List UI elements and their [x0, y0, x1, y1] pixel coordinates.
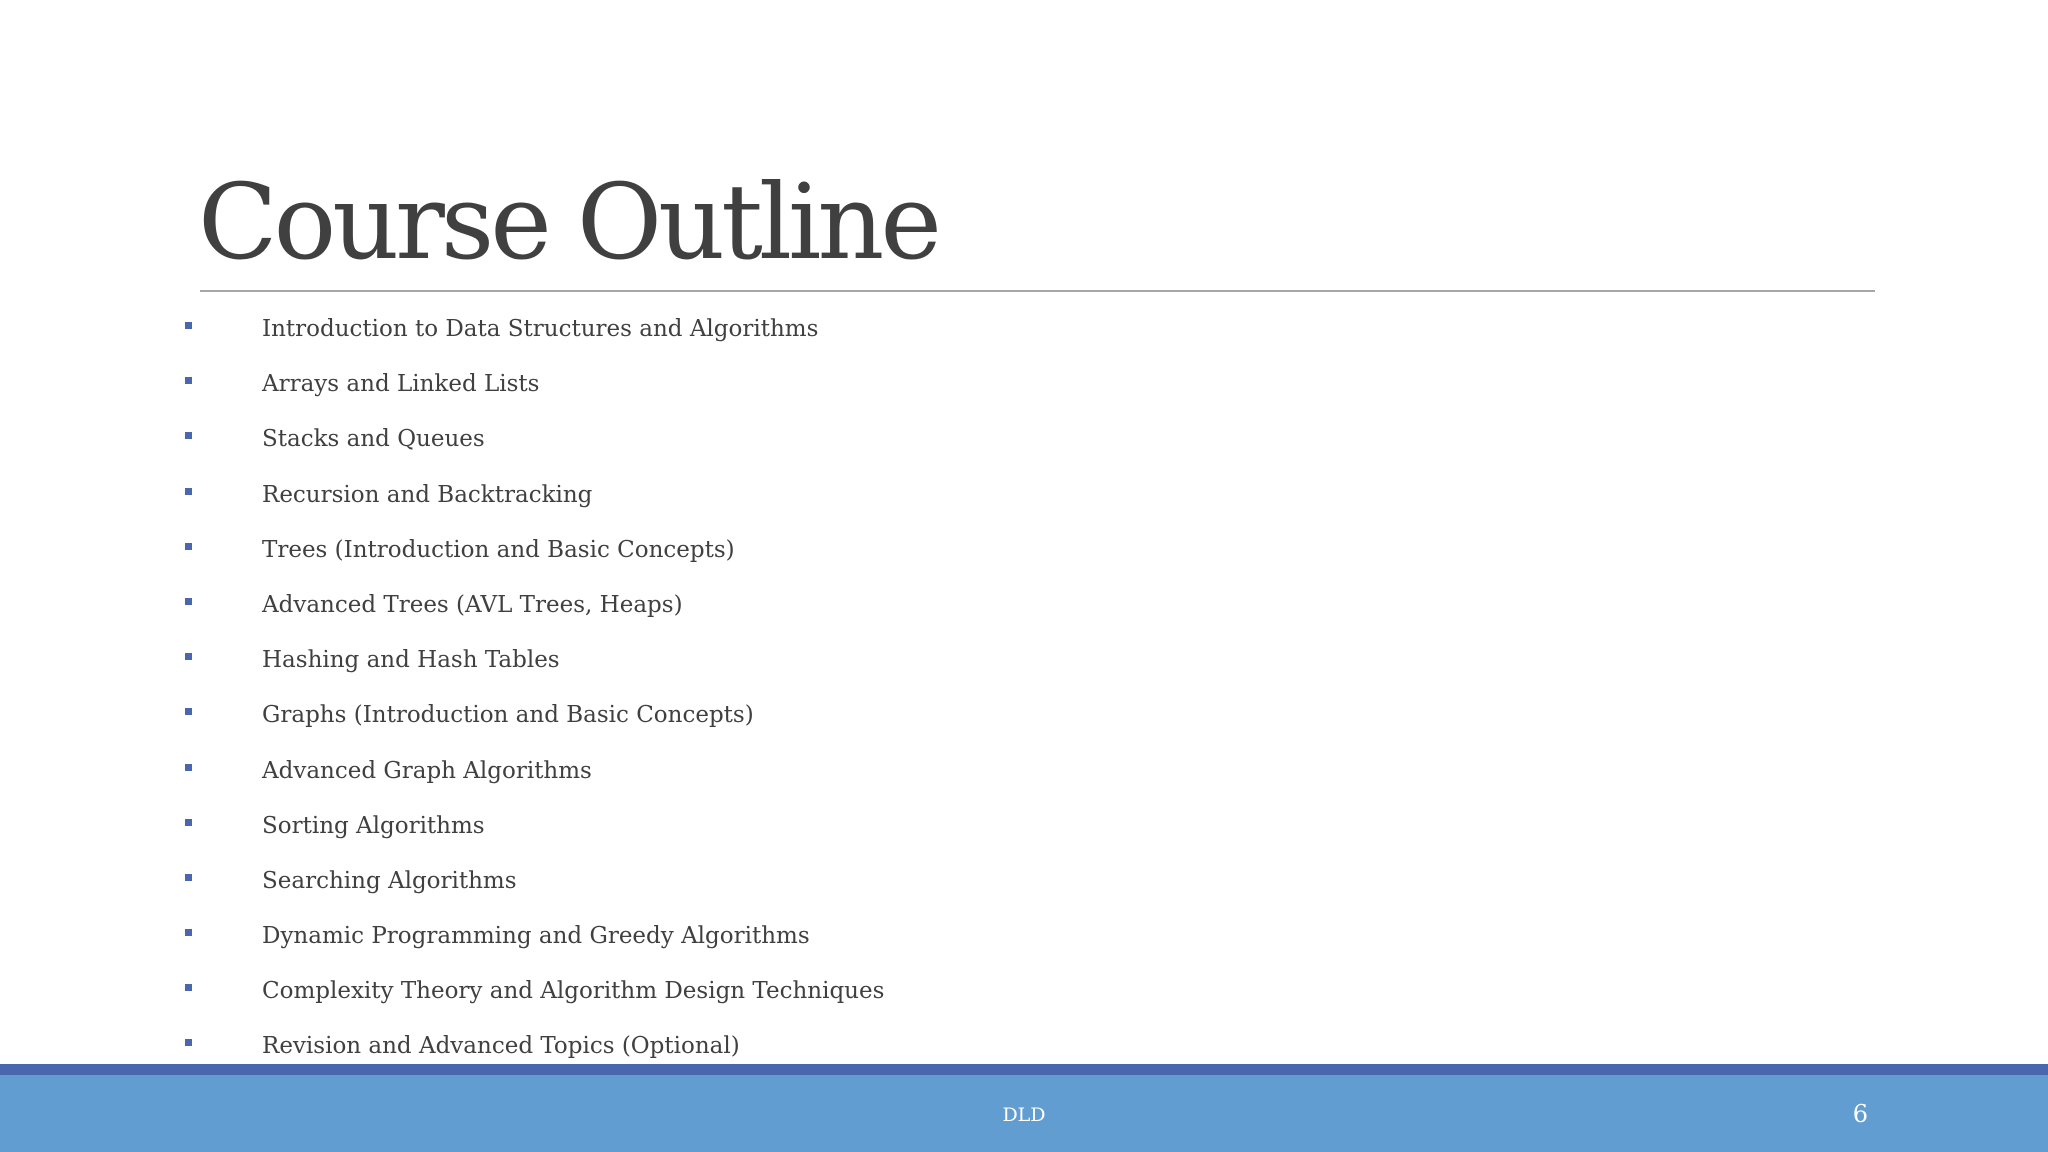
list-item: [185, 533, 884, 588]
list-item-text: Introduction to Data Structures and Algorithms: [262, 316, 819, 342]
list-item-text: Complexity Theory and Algorithm Design Techniques: [262, 978, 885, 1005]
square-bullet-icon: [185, 1039, 192, 1046]
footer-text: DLD: [1002, 1104, 1046, 1126]
list-item: [185, 809, 884, 864]
list-item: [185, 588, 884, 643]
page-number: 6: [1852, 1100, 1868, 1128]
list-item-text: Advanced Graph Algorithms: [262, 757, 592, 784]
list-item-text: Searching Algorithms: [262, 867, 517, 894]
list-item: [185, 919, 884, 974]
list-item-text: Sorting Algorithms: [262, 812, 485, 839]
square-bullet-icon: [185, 488, 192, 495]
list-item: [185, 478, 884, 533]
square-bullet-icon: [185, 598, 192, 605]
list-item: [185, 367, 884, 422]
list-item: [185, 643, 884, 698]
list-item-text: Advanced Trees (AVL Trees, Heaps): [262, 591, 683, 618]
square-bullet-icon: [185, 819, 192, 826]
list-item-text: Hashing and Hash Tables: [262, 647, 560, 674]
square-bullet-icon: [185, 322, 192, 329]
list-item-text: Arrays and Linked Lists: [262, 371, 540, 398]
square-bullet-icon: [185, 543, 192, 550]
list-item: [185, 698, 884, 753]
square-bullet-icon: [185, 984, 192, 991]
title-divider: [200, 290, 1875, 292]
square-bullet-icon: [185, 432, 192, 439]
list-item: [185, 864, 884, 919]
list-item-text: Revision and Advanced Topics (Optional): [262, 1033, 740, 1060]
list-item-text: Trees (Introduction and Basic Concepts): [262, 536, 735, 563]
course-outline-list: [185, 312, 884, 1085]
footer-accent-stripe: [0, 1064, 2048, 1075]
list-item-text: Graphs (Introduction and Basic Concepts): [262, 702, 754, 729]
list-item: [185, 312, 884, 367]
list-item-text: Recursion and Backtracking: [262, 481, 593, 508]
square-bullet-icon: [185, 874, 192, 881]
square-bullet-icon: [185, 764, 192, 771]
square-bullet-icon: [185, 708, 192, 715]
square-bullet-icon: [185, 377, 192, 384]
list-item: [185, 754, 884, 809]
slide-title: Course Outline: [198, 161, 938, 283]
list-item-text: Dynamic Programming and Greedy Algorithms: [262, 923, 810, 950]
square-bullet-icon: [185, 653, 192, 660]
square-bullet-icon: [185, 929, 192, 936]
list-item: [185, 422, 884, 477]
list-item-text: Stacks and Queues: [262, 426, 485, 453]
list-item: [185, 974, 884, 1029]
